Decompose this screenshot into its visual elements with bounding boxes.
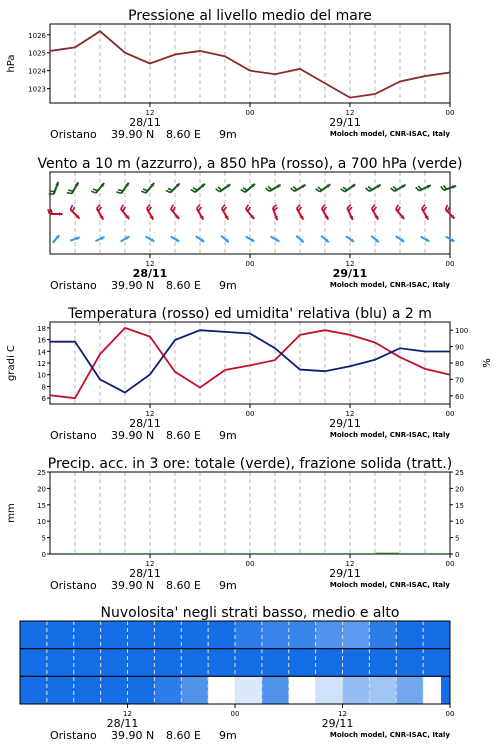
barb-feather: [72, 207, 74, 211]
x-tick-label: 00: [245, 560, 255, 568]
y2-tick-label: 25: [455, 469, 464, 477]
barb-feather: [266, 188, 270, 191]
y-tick-label: 1026: [28, 31, 46, 40]
cloud-cell: [128, 649, 155, 677]
model-credit: Moloch model, CNR-ISAC, Italy: [329, 281, 450, 289]
y2-tick-label: 20: [455, 485, 464, 494]
barb-feather: [67, 193, 72, 194]
y-axis-label: mm: [6, 503, 17, 523]
date-label: 28/11: [129, 116, 161, 129]
date-label: 29/11: [329, 567, 361, 580]
date-label: 29/11: [332, 267, 368, 280]
barb-feather: [274, 207, 278, 210]
barb-feather: [193, 188, 197, 191]
model-credit: Moloch model, CNR-ISAC, Italy: [329, 731, 450, 739]
cloud-cell: [289, 676, 316, 704]
station-elev: 9m: [219, 429, 237, 442]
cloud-cell: [74, 676, 101, 704]
wind-barb: [266, 185, 281, 192]
station-name: Oristano: [50, 579, 97, 592]
cloud-cell: [441, 649, 450, 677]
cloud-cell: [47, 676, 74, 704]
y-axis-label: hPa: [6, 54, 17, 73]
y-tick-label: 5: [41, 534, 46, 543]
x-tick-label: 00: [445, 710, 455, 718]
station-name: Oristano: [50, 279, 97, 292]
plot-frame: [50, 472, 450, 554]
y2-tick-label: 70: [455, 376, 464, 385]
barb-feather: [68, 190, 73, 191]
barb-feather: [293, 187, 297, 190]
station-name: Oristano: [50, 128, 97, 141]
cloud-cell: [154, 649, 181, 677]
barb-feather: [93, 189, 98, 191]
cloud-cell: [396, 649, 423, 677]
cloud-cell: [262, 676, 289, 704]
barb-feather: [243, 188, 247, 191]
y2-tick-label: 15: [455, 501, 464, 510]
y-tick-label: 1024: [28, 67, 46, 76]
barb-feather: [191, 190, 195, 193]
station-name: Oristano: [50, 429, 97, 442]
date-label: 29/11: [329, 417, 361, 430]
precip-bar: [151, 553, 174, 554]
barb-feather: [70, 205, 72, 209]
station-lat: 39.90 N: [111, 128, 155, 141]
barb-feather: [318, 187, 322, 190]
precip-bar: [376, 553, 399, 554]
cloud-cell: [181, 649, 208, 677]
precip-bar: [176, 553, 199, 554]
y2-tick-label: 0: [455, 551, 460, 559]
cloud-cell: [423, 649, 441, 677]
barb-feather: [291, 188, 295, 191]
wind-barb: [241, 184, 255, 192]
cloud-cell: [20, 621, 47, 649]
y-tick-label: 10: [37, 371, 46, 380]
wind-barb: [141, 183, 154, 193]
y-tick-label: 14: [37, 348, 46, 357]
cloud-cell: [316, 649, 343, 677]
model-credit: Moloch model, CNR-ISAC, Italy: [329, 130, 450, 138]
y2-axis-label: %: [482, 358, 493, 368]
station-lat: 39.90 N: [111, 429, 155, 442]
barb-feather: [343, 187, 347, 190]
barb-feather: [171, 205, 174, 209]
precip-bar: [226, 553, 249, 554]
cloud-cell: [74, 649, 101, 677]
barb-feather: [121, 205, 124, 209]
barb-feather: [116, 192, 121, 193]
cloud-cell: [369, 621, 396, 649]
cloud-cell: [47, 649, 74, 677]
precip-bar: [301, 553, 324, 554]
cloud-cell: [154, 676, 181, 704]
precip-bar: [76, 553, 99, 554]
cloud-cell: [208, 621, 235, 649]
x-tick-label: 12: [345, 410, 355, 418]
cloud-cell: [369, 676, 396, 704]
barb-feather: [166, 190, 170, 192]
cloud-cell: [235, 621, 262, 649]
precip-bar: [401, 553, 424, 554]
y-tick-label: 8: [41, 383, 46, 392]
cloud-cell: [101, 676, 128, 704]
wind-barb: [67, 182, 78, 193]
y2-tick-label: 5: [455, 534, 460, 543]
barb-feather: [91, 191, 96, 193]
cloud-cell: [47, 621, 74, 649]
wind-barb: [416, 185, 431, 191]
y2-tick-label: 100: [455, 327, 469, 336]
date-label: 28/11: [129, 567, 161, 580]
barb-feather: [168, 188, 172, 190]
wind-barb: [316, 184, 331, 191]
cloud-cell: [396, 676, 423, 704]
panel-title: Temperatura (rosso) ed umidita' relativa (blu) a 2 m: [68, 306, 432, 322]
wind-barb: [216, 184, 231, 191]
cloud-cell: [208, 649, 235, 677]
station-elev: 9m: [219, 729, 237, 742]
station-elev: 9m: [219, 128, 237, 141]
barb-feather: [316, 189, 320, 192]
station-elev: 9m: [219, 279, 237, 292]
wind-barb: [391, 185, 406, 192]
station-lat: 39.90 N: [111, 729, 155, 742]
model-credit: Moloch model, CNR-ISAC, Italy: [329, 581, 450, 589]
barb-feather: [216, 189, 220, 192]
cloud-cell: [423, 676, 441, 704]
cloud-cell: [235, 676, 262, 704]
precip-bar: [201, 553, 224, 554]
x-tick-label: 00: [245, 109, 255, 117]
cloud-cell: [20, 676, 47, 704]
wind-barb: [291, 185, 306, 192]
cloud-cell: [101, 649, 128, 677]
barb-head: [59, 212, 63, 216]
barb-feather: [241, 190, 245, 193]
cloud-cell: [20, 649, 47, 677]
station-lat: 39.90 N: [111, 579, 155, 592]
x-tick-label: 00: [230, 710, 240, 718]
y-tick-label: 1025: [28, 49, 46, 58]
y2-tick-label: 10: [455, 518, 464, 527]
wind-barb: [166, 183, 180, 192]
panel-2: [37, 156, 462, 292]
precip-bar: [276, 553, 299, 554]
wind-barb: [341, 184, 356, 191]
barb-feather: [218, 187, 222, 190]
barb-feather: [445, 205, 447, 209]
cloud-cell: [343, 649, 370, 677]
barb-feather: [141, 191, 146, 193]
y-tick-label: 10: [37, 518, 46, 527]
x-tick-label: 00: [445, 109, 455, 117]
barb-feather: [341, 189, 345, 192]
y-tick-label: 12: [37, 360, 46, 368]
cloud-cell: [181, 676, 208, 704]
cloud-cell: [441, 621, 450, 649]
cloud-cell: [289, 649, 316, 677]
barb-feather: [393, 187, 397, 190]
x-tick-label: 00: [245, 410, 255, 418]
cloud-cell: [369, 649, 396, 677]
cloud-cell: [262, 649, 289, 677]
cloud-cell: [208, 676, 235, 704]
station-lat: 39.90 N: [111, 279, 155, 292]
panel-1: [6, 8, 454, 141]
x-tick-label: 00: [245, 260, 255, 268]
barb-feather: [246, 205, 249, 209]
barb-feather: [416, 187, 419, 191]
x-tick-label: 12: [123, 710, 132, 718]
x-tick-label: 12: [345, 560, 355, 568]
precip-bar: [51, 553, 74, 554]
x-tick-label: 12: [145, 560, 155, 568]
cloud-cell: [343, 621, 370, 649]
y-tick-label: 18: [37, 324, 46, 333]
x-tick-label: 00: [445, 410, 455, 418]
barb-feather: [391, 188, 395, 191]
precip-bar: [101, 553, 124, 554]
cloud-cell: [181, 621, 208, 649]
x-tick-label: 12: [145, 410, 155, 418]
wind-barb: [91, 183, 104, 193]
y-tick-label: 15: [37, 501, 46, 510]
station-lon: 8.60 E: [166, 729, 201, 742]
station-lon: 8.60 E: [166, 429, 201, 442]
cloud-cell: [441, 676, 450, 704]
cloud-cell: [262, 621, 289, 649]
panel-3: [6, 306, 493, 442]
wind-barb: [53, 235, 59, 243]
barb-feather: [443, 185, 446, 189]
panel-4: [6, 456, 464, 592]
cloud-cell: [101, 621, 128, 649]
precip-bar: [426, 553, 449, 554]
date-label: 28/11: [129, 417, 161, 430]
cloud-cell: [128, 676, 155, 704]
barb-feather: [418, 186, 421, 190]
panel-title: Precip. acc. in 3 ore: totale (verde), frazione solida (tratt.): [47, 456, 453, 472]
barb-feather: [441, 186, 444, 190]
station-lon: 8.60 E: [166, 579, 201, 592]
y2-tick-label: 90: [455, 343, 464, 352]
date-label: 29/11: [329, 116, 361, 129]
y2-tick-label: 80: [455, 360, 464, 368]
x-tick-label: 12: [345, 109, 355, 117]
wind-barb: [441, 185, 456, 190]
date-label: 29/11: [321, 717, 354, 730]
x-tick-label: 12: [145, 109, 155, 117]
barb-feather: [143, 189, 148, 191]
station-lon: 8.60 E: [166, 128, 201, 141]
wind-barb: [347, 205, 353, 220]
date-label: 28/11: [106, 717, 139, 730]
cloud-cell: [316, 621, 343, 649]
barb-feather: [368, 187, 372, 190]
barb-feather: [396, 205, 399, 209]
x-tick-label: 00: [445, 560, 455, 568]
wind-barb: [366, 185, 381, 192]
panel-title: Vento a 10 m (azzurro), a 850 hPa (rosso), a 700 hPa (verde): [37, 156, 463, 172]
x-tick-label: 12: [345, 260, 355, 268]
barb-feather: [268, 187, 272, 190]
cloud-cell: [343, 676, 370, 704]
y-tick-label: 16: [37, 336, 46, 345]
wind-barb: [191, 184, 205, 192]
cloud-cell: [316, 676, 343, 704]
barb-feather: [118, 190, 123, 191]
plot-frame: [50, 24, 450, 103]
y-tick-label: 0: [41, 551, 46, 559]
panel-5: [20, 605, 454, 742]
panel-title: Nuvolosita' negli strati basso, medio e alto: [100, 605, 400, 621]
y-tick-label: 1023: [28, 85, 46, 94]
cloud-cell: [396, 621, 423, 649]
panel-title: Pressione al livello medio del mare: [128, 8, 372, 24]
barb-feather: [366, 188, 370, 191]
cloud-cell: [154, 621, 181, 649]
cloud-cell: [128, 621, 155, 649]
station-elev: 9m: [219, 579, 237, 592]
wind-barb: [116, 183, 128, 194]
precip-bar: [326, 553, 349, 554]
cloud-cell: [235, 649, 262, 677]
date-label: 28/11: [132, 267, 168, 280]
x-tick-label: 00: [445, 260, 455, 268]
y-axis-label: gradi C: [6, 345, 17, 381]
station-lon: 8.60 E: [166, 279, 201, 292]
x-tick-label: 12: [338, 710, 347, 718]
station-name: Oristano: [50, 729, 97, 742]
x-tick-label: 12: [145, 260, 155, 268]
y-tick-label: 6: [41, 395, 46, 404]
y-tick-label: 20: [37, 485, 46, 494]
barb-feather: [48, 209, 50, 214]
cloud-cell: [423, 621, 441, 649]
precip-bar: [251, 553, 274, 554]
cloud-cell: [289, 621, 316, 649]
barb-feather: [447, 207, 449, 211]
precip-bar: [126, 553, 149, 554]
model-credit: Moloch model, CNR-ISAC, Italy: [329, 431, 450, 439]
precip-bar: [351, 553, 374, 554]
y-tick-label: 25: [37, 469, 46, 477]
cloud-cell: [74, 621, 101, 649]
y2-tick-label: 60: [455, 392, 464, 401]
